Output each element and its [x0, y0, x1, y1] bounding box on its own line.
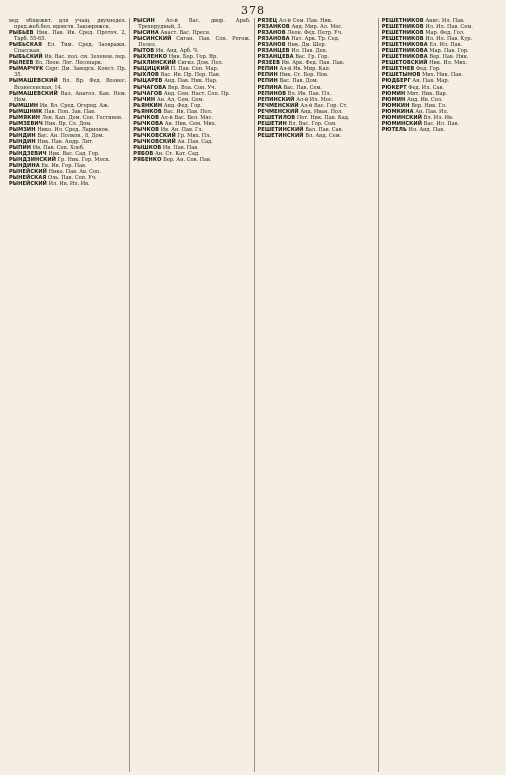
- entry-surname: РЫЧКОВ: [133, 114, 160, 121]
- entry-details: Ил. Ил. Пав. Сем.: [425, 24, 473, 31]
- entry-surname: РЫСИН: [133, 18, 155, 24]
- entry-surname: РЫЧКОВ: [133, 126, 160, 133]
- entry-surname: РЯЗАНОВ: [257, 42, 286, 49]
- entry-details: Ан. Пав. Ил.: [415, 108, 449, 115]
- entry-surname: РЯЗАНОВ: [257, 30, 286, 37]
- entry-details: Вл. Анд. Сем.: [305, 132, 342, 139]
- entry-surname: РЕШЕТНИКОВ: [381, 30, 424, 37]
- entry-details: Ан. Ник. Сем. Мих.: [164, 120, 217, 127]
- entry-surname: РЫПИН: [9, 144, 32, 151]
- entry-surname: РЫМАШЕВСКИЙ: [9, 78, 58, 85]
- entry-surname: РЮМИНСКИЙ: [381, 120, 423, 127]
- column: [379, 18, 502, 772]
- entry-surname: РЕПИН: [257, 78, 278, 85]
- entry-details: Ан. Ст. Кат. Сад.: [154, 151, 200, 158]
- entry-surname: РЫНДИНА: [9, 163, 40, 170]
- entry-details: Сиган. Пав. Соп. Рогож. Полез.: [138, 36, 251, 49]
- entry-surname: РЯЗАНЦЕВ: [257, 48, 290, 55]
- entry-details: Ал-й Вас. двор. Араб. Трехпрудный, 3.: [138, 18, 251, 31]
- entry-details: Вас. Пав. Сем.: [283, 84, 323, 91]
- entry-surname: РЕЧМЕНСКИЙ: [257, 102, 299, 109]
- entry-surname: РЕШЕТНИКОВА: [381, 42, 428, 49]
- entry-details: Ел. Ил. Пав.: [429, 42, 463, 49]
- entry-details: Вл. Ив. Пав. Пл.: [287, 90, 332, 97]
- entry-details: Гр. Мих. Пл.: [177, 132, 211, 139]
- entry-details: Ан. Ал. Сем. Сем.: [156, 96, 204, 103]
- column: [6, 18, 130, 772]
- entry-details: Нико. Пав. Ав. Соп.: [48, 169, 101, 176]
- entry-surname: РЫНДИН: [9, 138, 36, 145]
- entry-details: Фед. Гор.: [415, 66, 441, 73]
- entry-details: Мих. Ник. Пав.: [422, 72, 463, 79]
- entry-surname: РЫХЛОВ: [133, 72, 159, 79]
- entry-surname: РЫЛЕЕВ: [9, 60, 34, 67]
- entry-details: Ал-й Вас. Гор. Ст.: [300, 102, 348, 109]
- entry-surname: РЯЗАНЦЕВА: [257, 54, 294, 61]
- entry-details: Вал. Пав. Сав.: [305, 126, 344, 133]
- entry-surname: РЕШЕТНИКОВ: [381, 36, 424, 43]
- entry-details: Пет. Ник. Пав. Кад.: [296, 114, 350, 121]
- directory-entry: [9, 42, 126, 54]
- entry-surname: РЫХЛЕНКО: [133, 54, 168, 61]
- entry-details: Ил. Анд. Пав.: [408, 126, 445, 133]
- entry-details: Вл. Леон. Лог. Лесопарк.: [35, 60, 103, 67]
- entry-surname: РЫМШИН: [9, 102, 39, 109]
- entry-details: Бор. Ан. Сов. Пав.: [163, 157, 212, 164]
- entry-details: Оль. Пав. Соп. Уч.: [47, 175, 97, 182]
- entry-details: Анис. Ил. Пав.: [425, 18, 465, 24]
- entry-details: Анаст. Вас. Пресн.: [160, 30, 211, 37]
- entry-surname: РЫБЬЕВ: [9, 30, 34, 37]
- entry-surname: РЕШЕТОВСКИЙ: [381, 60, 428, 67]
- entry-surname: РЫЧКОВСКИЙ: [133, 138, 176, 145]
- entry-surname: РЫШКОВ: [133, 144, 162, 151]
- entry-surname: РЫМЯКИН: [9, 114, 41, 121]
- entry-surname: РЮКЕРТ: [381, 84, 407, 91]
- entry-details: Ал-й Сем. Пав. Ник.: [278, 18, 333, 24]
- entry-details: Мар. Пав. Гор.: [429, 48, 469, 55]
- entry-details: Нат. Арк. Тр. Сед.: [291, 36, 340, 43]
- directory-entry: [9, 30, 126, 42]
- entry-details: Леон. Фед. Петр. Уч.: [287, 30, 343, 37]
- entry-surname: РЫМЗИН: [9, 126, 36, 133]
- entry-surname: РЫМАШЕВСКИЙ: [9, 90, 58, 97]
- directory-entry: [9, 66, 126, 78]
- entry-details: Анд. Сем. Наст. Соп. Пр.: [163, 90, 231, 97]
- entry-surname: РЕПИНСКИЙ: [257, 96, 295, 103]
- entry-surname: РЫСИНА: [133, 30, 159, 37]
- entry-details: Анд. Фед. Гор.: [163, 102, 203, 109]
- entry-surname: РЮТЕЛЬ: [381, 126, 407, 133]
- entry-details: Анд. Иван. Пол.: [300, 108, 343, 115]
- entry-details: Ник. Пав. Андр. Лит.: [37, 138, 94, 145]
- column: [130, 18, 254, 772]
- entry-details: Вал. Анатол. Кав. Нем. Нем.: [14, 90, 127, 103]
- entry-details: Вер. Ник. Гл.: [411, 102, 447, 109]
- entry-surname: РЯБОВ: [133, 151, 154, 158]
- entry-details: Вл. Ил. Ив.: [423, 114, 454, 121]
- entry-surname: РЕПИН: [257, 66, 278, 73]
- entry-details: Гр. Ник. Гор. Моск.: [57, 157, 111, 164]
- entry-details: Ив. Ан. Пав. Гл.: [160, 126, 204, 133]
- entry-details: Вас. Ив. Пр. Пер. Пав.: [160, 72, 221, 79]
- entry-details: Серг. Дм. Заводск. Конст. Пр. 35.: [14, 66, 127, 79]
- entry-surname: РЕЧМЕНСКИЙ: [257, 108, 299, 115]
- entry-surname: РЫНДЗИНСКИЙ: [9, 157, 57, 164]
- entry-surname: РЕШЕТНИКОВ: [381, 24, 424, 31]
- entry-surname: РЫЧКОВА: [133, 120, 164, 127]
- entry-details: Вл. Вр. Фед. Вознес. Вознесенская, 14.: [14, 78, 127, 91]
- entry-details: Вас. Пав. Дом.: [279, 78, 319, 85]
- entry-details: Ил. Ив. Ил. Ив.: [48, 181, 90, 188]
- entry-surname: РЫНДИН: [9, 132, 36, 139]
- entry-details: Ал-й Ив. Мир. Кап.: [279, 66, 331, 73]
- entry-details: вед. общежит. для учащ. двухнедел. пред.жеб.бол. вдовств. Заковряжск.: [9, 18, 127, 31]
- entry-details: Ив. Арк. Фед. Пав. Пав.: [281, 60, 345, 67]
- entry-surname: РЮМИН: [381, 90, 406, 97]
- entry-surname: РЫТОВ: [133, 48, 155, 55]
- entry-surname: РЫЧИН: [133, 96, 156, 103]
- entry-surname: РЮМКИНА: [381, 108, 414, 115]
- entry-details: Нико. Ил. Сред. Ларионов.: [37, 126, 110, 133]
- entry-details: Анд. Мир. Ал. Мос.: [291, 24, 343, 31]
- entry-details: Анд. Ив. Сол.: [406, 96, 443, 103]
- entry-surname: РЫМШНИК: [9, 108, 43, 115]
- entry-details: Вас. Гр. Гор.: [295, 54, 329, 61]
- entry-surname: РЕШЕТИН: [257, 120, 287, 127]
- entry-surname: РЯЗАНКОВ: [257, 24, 290, 31]
- entry-surname: РЫНЕЙСКИЙ: [9, 169, 47, 176]
- entry-details: Ив. Вл. Сред. Огород. Аж.: [39, 102, 110, 109]
- directory-entry: [133, 36, 250, 48]
- entry-details: Вас. Ив. Пав. Пол.: [163, 108, 213, 115]
- entry-details: Вер. Вла. Соп. Уч.: [167, 84, 217, 91]
- entry-details: Вас. Ан. Полков., 8, Дом.: [37, 132, 105, 139]
- entry-details: Анд. Пав. Ник. Нар.: [164, 78, 218, 85]
- entry-surname: РЫНЕЙСКАЯ: [9, 175, 47, 182]
- entry-surname: РЕПИНА: [257, 84, 282, 91]
- entry-surname: РЫЧАГОВ: [133, 90, 163, 97]
- entry-surname: РЮМКИН: [381, 102, 410, 109]
- entry-details: Ил. Ил. Пав. Кур.: [425, 36, 473, 43]
- directory-entry: [258, 133, 375, 139]
- entry-surname: РЕШЕТЫНОВ: [381, 72, 421, 79]
- column: [255, 18, 379, 772]
- entry-details: Сигиз. Дом. Пол.: [177, 60, 224, 67]
- entry-surname: РЯБЕНКО: [133, 157, 162, 164]
- entry-surname: РЮМИНСКИЙ: [381, 114, 423, 121]
- entry-details: Вл. Вас. Гор. Сем.: [288, 120, 337, 127]
- directory-entry: [133, 157, 250, 163]
- entry-details: Ив. Пав. Соп. Хлеб.: [32, 144, 85, 151]
- entry-details: Ив. Вас. пол. см. Зеленов. пер.: [44, 54, 127, 61]
- entry-details: Мар. Фед. Гол.: [425, 30, 465, 37]
- entry-details: Фед. Ил. Сав.: [408, 84, 444, 91]
- entry-details: Лев. Кап. Дом. Соп. Гостинов.: [41, 114, 123, 121]
- directory-entry: [9, 91, 126, 103]
- entry-details: Вас. Ил. Пав.: [423, 120, 460, 127]
- entry-details: Ан. Пав. Мар.: [412, 78, 450, 85]
- entry-surname: РЫЦАРЕВ: [133, 78, 163, 85]
- entry-surname: РЕПИНОВ: [257, 90, 287, 97]
- entry-surname: РЫЧАГОВА: [133, 84, 167, 91]
- entry-surname: РЫБЬСКАЯ: [9, 42, 43, 49]
- entry-details: Ел. Тим. Сред. Заовражн. Спасская.: [14, 42, 127, 55]
- entry-surname: РЫНДЗЕВИЧ: [9, 151, 47, 158]
- entry-surname: РЯЗЕЦ: [257, 18, 278, 24]
- entry-details: Ник. Пав. Ив. Сред. Проточ. 2, Тарб. 55-65.: [14, 30, 127, 43]
- entry-details: Мит. Ник. Вар.: [406, 90, 448, 97]
- directory-entry: [133, 18, 250, 30]
- entry-details: Ник. Ст. Бор. Нов.: [279, 72, 329, 79]
- entry-details: Ник. Вас. Сад. Гор.: [48, 151, 100, 158]
- entry-surname: РЫЧКОВСКИЙ: [133, 132, 176, 139]
- entry-details: Ал-й Ил. Мос.: [296, 96, 334, 103]
- entry-surname: РЕШЕТНИКОВА: [381, 48, 428, 55]
- entry-surname: РЫНЕЙСКИЙ: [9, 181, 47, 188]
- page-number: 378: [241, 4, 265, 17]
- entry-details: Ив. Анд. Арб. Ч.: [155, 48, 199, 55]
- entry-surname: РЫБЬСКИЙ: [9, 54, 43, 61]
- entry-surname: РЬЯНКОВ: [133, 108, 162, 115]
- entry-details: Ан. Пав. Сад.: [177, 138, 213, 145]
- entry-surname: РЫМЗЕВИЧ: [9, 120, 43, 127]
- directory-entry: [382, 127, 499, 133]
- entry-surname: РЬЯНКИН: [133, 102, 163, 109]
- directory-entry: [9, 181, 126, 187]
- entry-surname: РЮМИН: [381, 96, 406, 103]
- entry-details: Ил. Пав. Деп.: [291, 48, 328, 55]
- entry-surname: РЯЗАНОВА: [257, 36, 290, 43]
- entry-details: Ник. Дм. Шер.: [287, 42, 327, 49]
- entry-details: Ник. Вр. Сл. Дом.: [44, 120, 92, 127]
- directory-entry: [9, 78, 126, 90]
- entry-details: П. Пав. Соп. Мар.: [170, 66, 219, 73]
- entry-surname: РЕПИН: [257, 72, 278, 79]
- entry-surname: РЕШЕТНЕВ: [381, 66, 415, 73]
- entry-details: Ник. Ил. Мих.: [429, 60, 468, 67]
- entry-details: Ал-й Вас. Бел. Мяс.: [160, 114, 214, 121]
- entry-surname: РЯЗЕЕВ: [257, 60, 281, 67]
- entry-surname: РЫМАРЧУК: [9, 66, 44, 73]
- entry-details: Ник. Бор. Гор. Яр.: [168, 54, 218, 61]
- entry-details: Ив. Пав. Пав.: [162, 144, 199, 151]
- entry-surname: РЕШЕТНИКОВ: [381, 18, 424, 24]
- entry-surname: РЕШЕТНИКОВА: [381, 54, 428, 61]
- entry-details: Ек. Ив. Гор. Пав.: [41, 163, 87, 170]
- directory-entry: [9, 18, 126, 30]
- entry-details: Вер. Пав. Ник.: [429, 54, 469, 61]
- entry-surname: РЕШЕТИНСКИЙ: [257, 126, 304, 133]
- entry-details: Пав. Поп. Зав. Пав.: [44, 108, 96, 115]
- entry-surname: РЫЦИЦКИЙ: [133, 66, 170, 73]
- columns-container: [6, 18, 502, 772]
- entry-surname: РЫХЛИНСКИЙ: [133, 60, 176, 67]
- entry-surname: РЕШЕТИНСКИЙ: [257, 132, 304, 139]
- entry-surname: РЕШЕТИЛОВ: [257, 114, 296, 121]
- entry-surname: РЫСИНСКИЙ: [133, 36, 172, 43]
- entry-surname: РЮДБЕРГ: [381, 78, 411, 85]
